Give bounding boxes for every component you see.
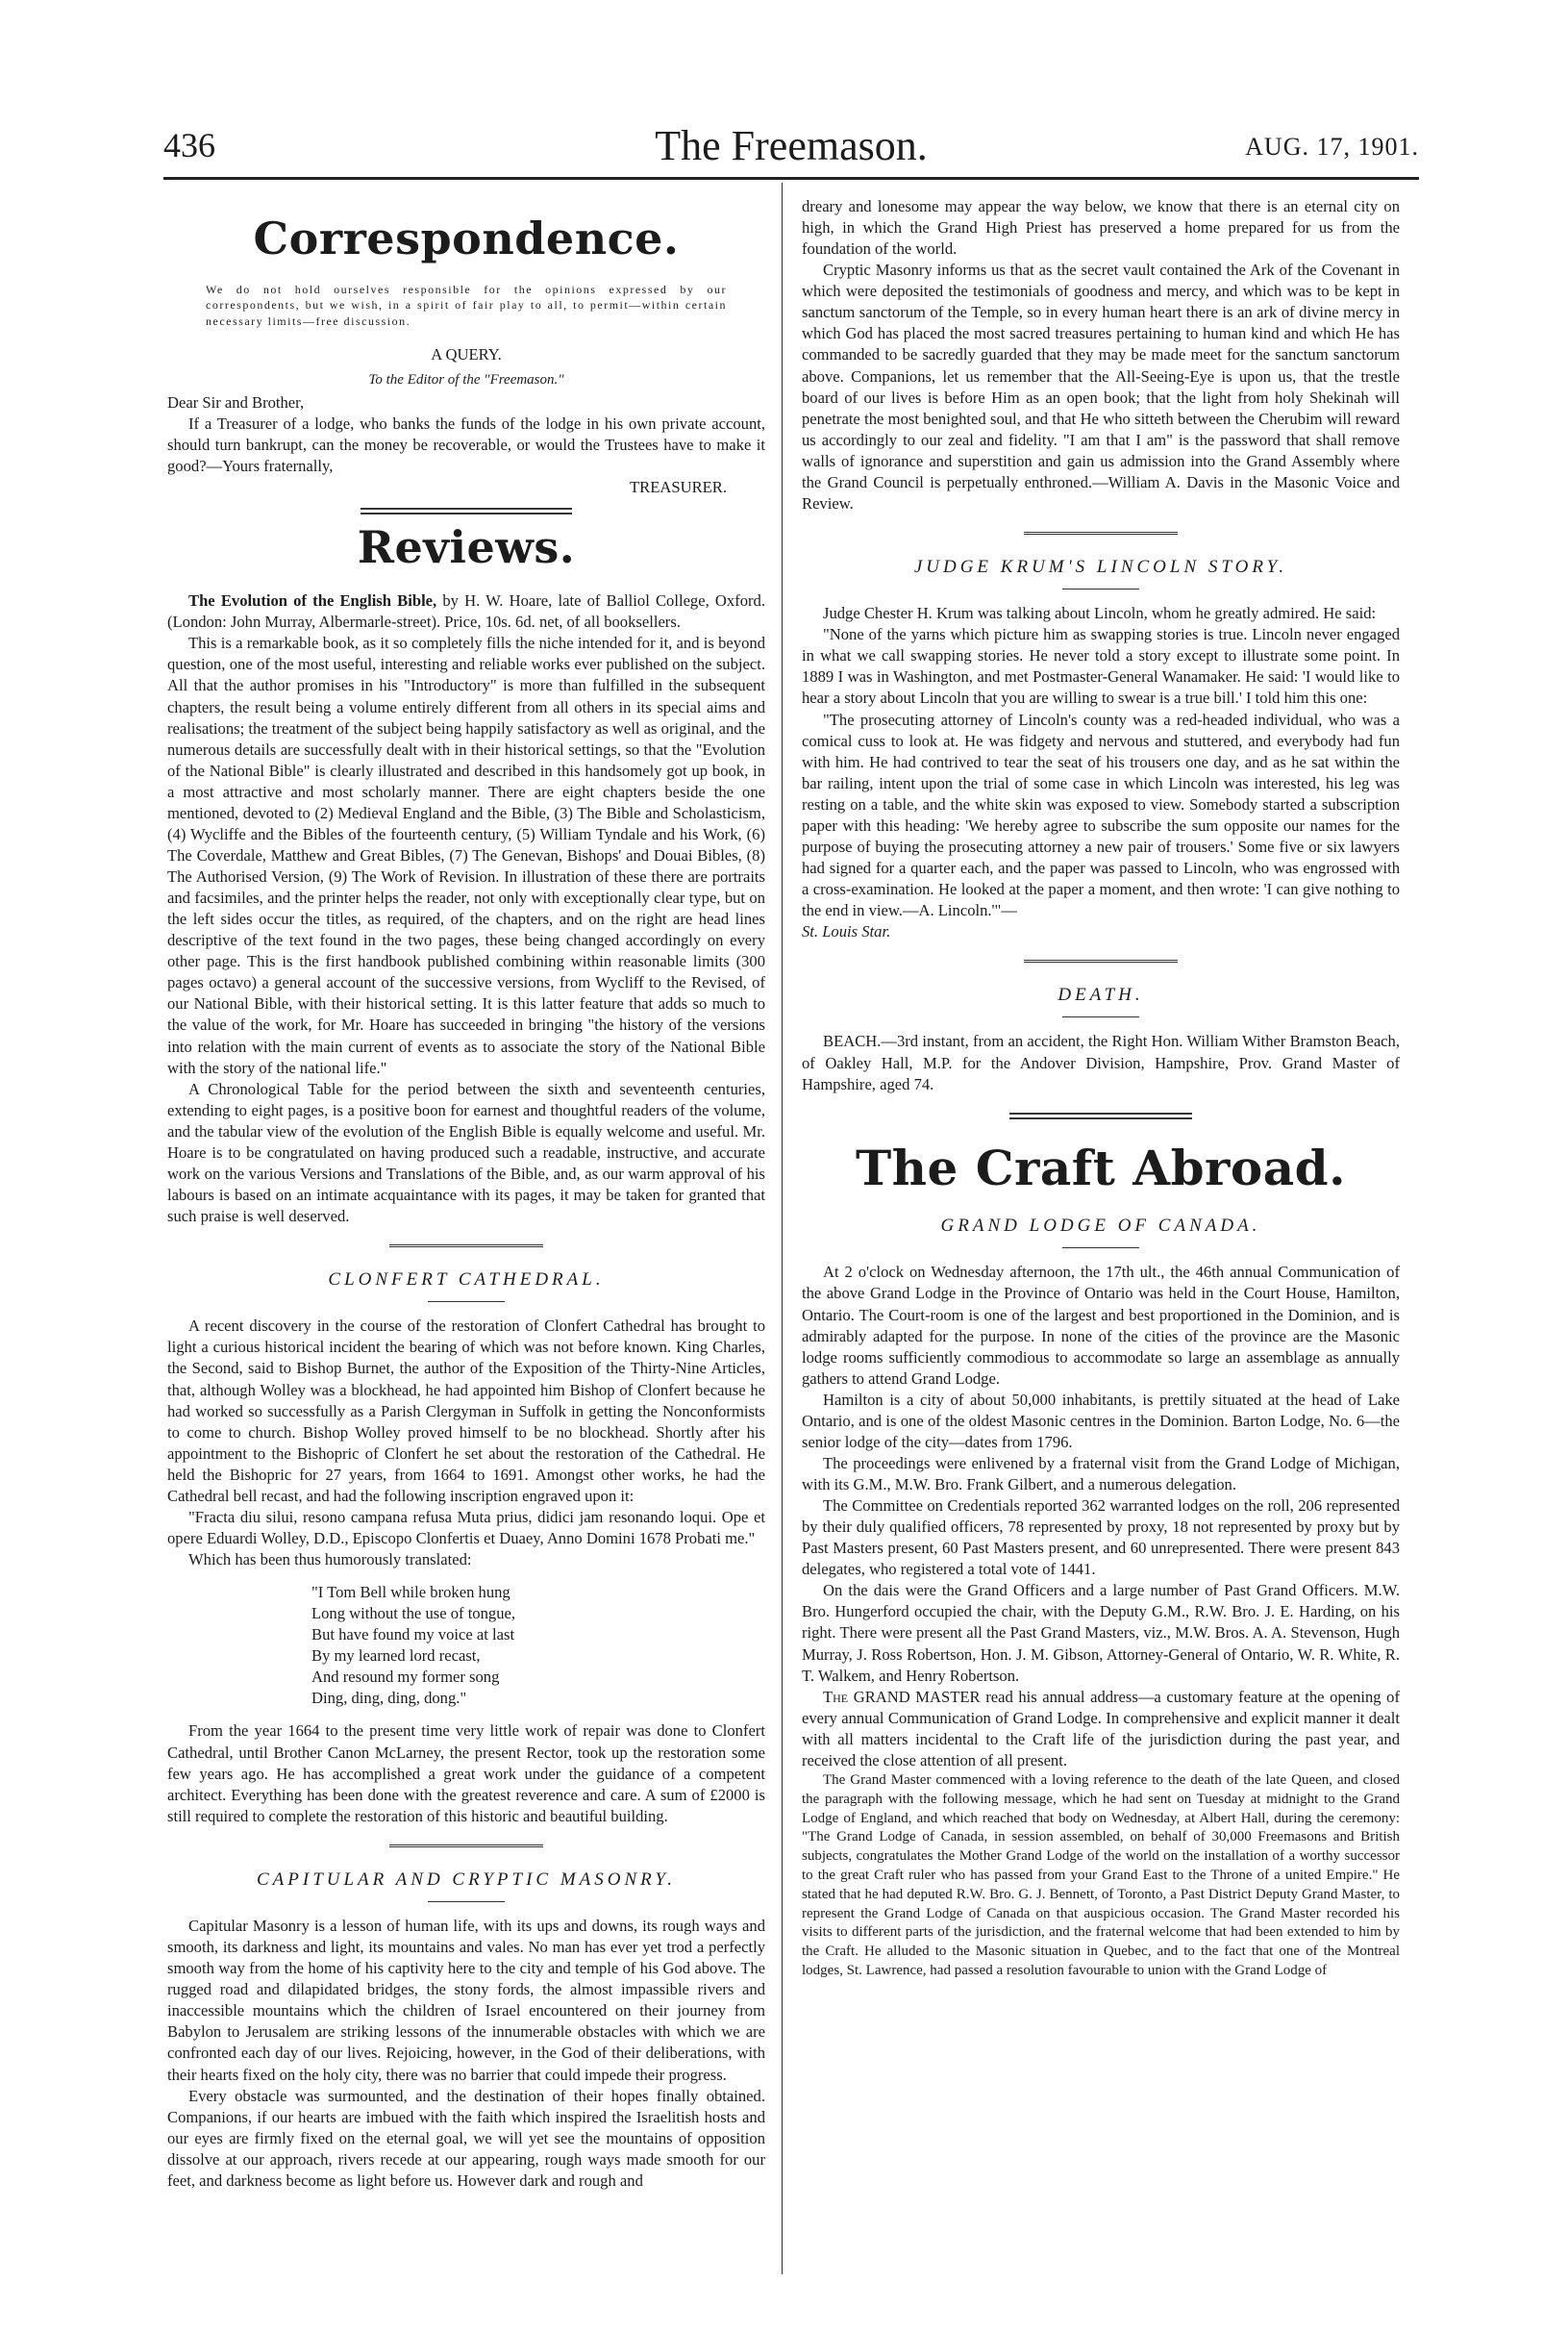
- section-divider: [1024, 532, 1178, 538]
- masthead: The Freemason.: [655, 122, 928, 169]
- section-divider: [361, 508, 572, 514]
- verse-line: And resound my former song: [311, 1668, 500, 1687]
- page-number: 436: [163, 126, 215, 164]
- grand-master-lead: The GRAND MASTER: [823, 1687, 981, 1706]
- death-body: —3rd instant, from an accident, the Right Hon. William Wither Bramston Beach, of Oakley Hall, M.P. for the Andover Division, Hampshire, Prov. Grand Master of Hampshire, aged 74.: [802, 1032, 1400, 1093]
- query-signature: TREASURER.: [630, 477, 727, 496]
- review-book-title: The Evolution of the English Bible,: [188, 591, 437, 611]
- capitular-cont-2: Cryptic Masonry informs us that as the secret vault contained the Ark of the Covenant in which were deposited the testimonials of goodness and mercy, and which was to be kept in sanctum sanctorum of the Temple, so in every human heart there is an ark of divine mercy in which God has placed the most sacred treasures pertaining to human kind and which He has commanded to be sacredly guarded that they may be made meet for the sanctum sanctorum above. Companions, let us remember that the All-Seeing-Eye is upon us, that the trestle board of our lives is before Him as an open book; that the light from holy Shekinah will penetrate the most benighted soul, and that He who sitteth between the Cherubim will reward us accordingly to our zeal and fidelity. "I am that I am" is the password that shall remove walls of ignorance and superstition and gain us admission into the Grand Assembly where the Grand Council is perpetually enthroned.—William A. Davis in the Masonic Voice and Review.: [802, 261, 1400, 513]
- verse-line: Long without the use of tongue,: [311, 1604, 515, 1623]
- krum-heading: JUDGE KRUM'S LINCOLN STORY.: [913, 556, 1288, 577]
- correspondence-heading: Correspondence.: [253, 213, 680, 264]
- clonfert-heading: CLONFERT CATHEDRAL.: [328, 1269, 605, 1291]
- krum-source: St. Louis Star.: [802, 922, 891, 941]
- issue-date: AUG. 17, 1901.: [1245, 133, 1419, 161]
- reviews-heading: Reviews.: [357, 521, 576, 574]
- krum-body-1: Judge Chester H. Krum was talking about Lincoln, whom he greatly admired. He said:: [823, 604, 1377, 623]
- section-divider: [1009, 1113, 1192, 1119]
- verse-line: By my learned lord recast,: [311, 1646, 481, 1666]
- heading-rule: [1062, 1016, 1139, 1017]
- header-rule: [163, 177, 1419, 180]
- heading-rule: [1062, 1247, 1139, 1248]
- review-body-2: A Chronological Table for the period between the sixth and seventeenth centuries, extending to eight pages, is a positive boon for earnest and thoughtful readers of the volume, and the tabular view of the evolution of the English Bible is equally welcome and useful. Mr. Hoare is to be congratulated on having produced such a readable, instructive, and accurate work on the various Versions and Translations of the Bible, and, as our warm approval of his labours is based on an intimate acquaintance with its pages, it may be taken for granted that such praise is well deserved.: [167, 1079, 765, 1226]
- clonfert-latin: "Fracta diu silui, resono campana refusa Muta prius, didici jam resonando loqui. Ope et opere Eduardi Wolley, D.D., Episcopo Clonfertis et Duaey, Anno Domini 1678 Probati me.": [167, 1507, 765, 1547]
- death-notice: [802, 1031, 1400, 1094]
- craft-heading: The Craft Abroad.: [855, 1139, 1347, 1196]
- craft-p6: [802, 1687, 1400, 1771]
- right-column: [802, 196, 1400, 1981]
- clonfert-body-1: A recent discovery in the course of the restoration of Clonfert Cathedral has brought to light a curious historical incident the bearing of which was not before known. King Charles, the Second, said to Bishop Burnet, the author of the Exposition of the Thirty-Nine Articles, that, although Wolley was a blockhead, he had appointed him Bishop of Clonfert because he had worked so successfully as a Parish Clergyman in Suffolk in getting the Nonconformists to come to church. Bishop Wolley proved himself to be no blockhead. Shortly after his appointment to the Bishopric of Clonfert he set about the restoration of the Cathedral. He held the Bishopric for 27 years, from 1664 to 1691. Amongst other works, he had the Cathedral bell recast, and had the following inscription engraved upon it:: [167, 1317, 765, 1505]
- section-divider: [1024, 960, 1178, 966]
- correspondence-disclaimer: We do not hold ourselves responsible for the opinions expressed by our correspondents, but we wish, in a spirit of fair play to all, to permit—within certain necessary limits—free discussion.: [206, 283, 727, 328]
- heading-rule: [428, 1901, 505, 1902]
- section-divider: [389, 1244, 543, 1250]
- left-column: [167, 196, 765, 2192]
- page-header: [163, 122, 1419, 175]
- column-rule: [782, 183, 783, 2274]
- query-addressee: To the Editor of the "Freemason.": [368, 371, 564, 388]
- craft-p3: The proceedings were enlivened by a fraternal visit from the Grand Lodge of Michigan, with its G.M., M.W. Bro. Frank Gilbert, and a numerous delegation.: [802, 1453, 1400, 1494]
- grand-lodge-heading: GRAND LODGE OF CANADA.: [940, 1216, 1261, 1237]
- query-body: If a Treasurer of a lodge, who banks the funds of the lodge in his own private account, should turn bankrupt, can the money be recoverable, or would the Trustees have to make it good?—Yours fraternally,: [167, 414, 765, 475]
- death-heading: DEATH.: [1058, 985, 1144, 1006]
- review-intro: [167, 590, 765, 633]
- verse-line: "I Tom Bell while broken hung: [311, 1583, 510, 1602]
- craft-p4: The Committee on Credentials reported 362 warranted lodges on the roll, 206 represented by their duly qualified officers, 78 represented by proxy, 18 not represented by proxy but by Past Masters present, 60 Past Masters present, and 60 unrepresented. There were present 843 delegates, who registered a total vote of 1441.: [802, 1496, 1400, 1579]
- clonfert-intro: Which has been thus humorously translated:: [188, 1550, 472, 1569]
- review-body-1: This is a remarkable book, as it so completely fills the niche intended for it, and is beyond question, one of the most useful, interesting and reliable works ever published on the subject. All that the author promises in his "Introductory" is more than fulfilled in the subsequent chapters, the result being a volume entirely different from all others in its special aims and realisations; the treatment of the subject being happily satisfactory as well as original, and the numerous details are successfully dealt with in their historical settings, so that the "Evolution of the National Bible" is clearly illustrated and described in this handsomely got up book, in a most attractive and most scholarly manner. There are eight chapters beside the one mentioned, devoted to (2) Medieval England and the Bible, (3) The Bible and Scholasticism, (4) Wycliffe and the Bibles of the fourteenth century, (5) William Tyndale and his Work, (6) The Coverdale, Matthew and Great Bibles, (7) The Genevan, Bishops' and Douai Bibles, (8) The Authorised Version, (9) The Work of Revision. In illustration of these there are portraits and facsimiles, and the printer helps the reader, not only with exceptionally clear type, but on the left sides occur the titles, as required, of the chapters, and on the right are head lines descriptive of the text found in the two pages, these being changed accordingly on every other page. This is the first handbook published combining within reasonable limits (300 pages octavo) a general account of the successive versions, from Wycliff to the Revised, of our National Bible, with their historical setting. It is this latter feature that adds so much to the value of the work, for Mr. Hoare has succeeded in bringing "the history of the versions into relation with the main current of events as to associate the story of the National Bible with the story of the national life.": [167, 634, 765, 1077]
- review-book-credit: by H. W. Hoare, late of Balliol College, Oxford. (London: John Murray, Albermarle-street). Price, 10s. 6d. net, of all booksellers.: [167, 591, 765, 632]
- krum-body-2: "None of the yarns which picture him as swapping stories is true. Lincoln never engaged in what we call swapping stories. He never told a story except to illustrate some point. In 1889 I was in Washington, and met Postmaster-General Wanamaker. He said: 'I would like to hear a story about Lincoln that you are willing to swear is a true bill.' I told him this one:: [802, 625, 1400, 708]
- craft-p2: Hamilton is a city of about 50,000 inhabitants, is prettily situated at the head of Lake Ontario, and is one of the oldest Masonic centres in the Dominion. Barton Lodge, No. 6—the senior lodge of the city—dates from 1796.: [802, 1390, 1400, 1451]
- query-salutation: Dear Sir and Brother,: [167, 392, 305, 412]
- heading-rule: [1062, 589, 1139, 590]
- capitular-body-1: Capitular Masonry is a lesson of human life, with its ups and downs, its rough ways and smooth, its darkness and light, its mountains and vales. No man has ever yet trod a perfectly smooth way from the home of his captivity here to the city and temple of his God above. The rugged road and dilapidated bridges, the stony fords, the almost impassible rivers and inaccessible mountains which the children of Israel encountered on their journey from Babylon to Jerusalem are striking lessons of the innumerable obstacles with which we are confronted each day of our lives. Rejoicing, however, in the God of their deliberations, with their hearts fixed on the holy city, there was no barrier that could impede their progress.: [167, 1917, 765, 2084]
- craft-p5: On the dais were the Grand Officers and a large number of Past Grand Officers. M.W. Bro. Hungerford occupied the chair, with the Deputy G.M., R.W. Bro. J. E. Harding, on his right. There were present all the Past Grand Masters, viz., M.W. Bros. A. A. Stevenson, Hugh Murray, J. Ross Robertson, Hon. J. M. Gibson, Attorney-General of Ontario, W. R. White, R. T. Walkem, and Henry Robertson.: [802, 1581, 1400, 1685]
- section-divider: [389, 1844, 543, 1850]
- craft-p7: The Grand Master commenced with a loving reference to the death of the late Queen, and closed the paragraph with the following message, which he had sent on Tuesday at midnight to the Grand Lodge of England, and which reached that body on Wednesday, at Albert Hall, during the ceremony: "The Grand Lodge of Canada, in session assembled, on behalf of 30,000 Freemasons and British subjects, congratulates the Mother Grand Lodge of the world on the installation of a worthy successor to the great Craft ruler who has passed from your Grand East to the Throne of a united Empire." He stated that he had deputed R.W. Bro. G. J. Bennett, of Toronto, a Past District Deputy Grand Master, to represent the Grand Lodge of Canada on that auspicious occasion. The Grand Master recorded his visits to different parts of the jurisdiction, and the fraternal welcome that had been extended to him by the Craft. He alluded to the Masonic situation in Quebec, and to the fact that one of the Montreal lodges, St. Lawrence, had passed a resolution favourable to union with the Grand Lodge of: [802, 1771, 1400, 1978]
- capitular-cont-1: dreary and lonesome may appear the way below, we know that there is an eternal city on high, in which the Grand High Priest has preserved a home prepared for us from the foundation of the world.: [802, 197, 1400, 259]
- krum-body-3: "The prosecuting attorney of Lincoln's county was a red-headed individual, who was a comical cuss to look at. He was fidgety and nervous and stuttered, and everybody had fun with him. He had contrived to tear the seat of his trousers one day, and as he sat within the bar railing, intent upon the trial of some case in which Lincoln was interested, his leg was resting on a table, and the white skin was exposed to view. Somebody started a subscription paper with this heading: 'We hereby agree to subscribe the sum opposite our names for the purpose of buying the prosecuting attorney a new pair of trousers.' Some five or six lawyers had signed for a quarter each, and the paper was passed to Lincoln, who was engrossed with a cross-examination. He looked at the paper a moment, and then wrote: 'I can give nothing to the end in view.—A. Lincoln.'"—: [802, 710, 1400, 920]
- verse-line: Ding, ding, ding, dong.": [311, 1689, 467, 1708]
- query-title: A QUERY.: [431, 344, 502, 364]
- heading-rule: [428, 1301, 505, 1302]
- verse-line: But have found my voice at last: [311, 1625, 515, 1644]
- craft-p1: At 2 o'clock on Wednesday afternoon, the 17th ult., the 46th annual Communication of the above Grand Lodge in the Province of Ontario was held in the Court House, Hamilton, Ontario. The Court-room is one of the largest and best proportioned in the Dominion, and is admirably adapted for the purpose. In none of the cities of the province are the Masonic lodge rooms sufficiently commodious to accommodate so large an assemblage as annually gathers to attend Grand Lodge.: [802, 1263, 1400, 1388]
- death-name: BEACH.: [823, 1032, 882, 1051]
- craft-p6-text: read his annual address—a customary feature at the opening of every annual Communication of Grand Lodge. In comprehensive and explicit manner it dealt with all matters incidental to the Craft life of the jurisdiction during the past year, and received the close attention of all present.: [802, 1687, 1400, 1769]
- clonfert-body-2: From the year 1664 to the present time very little work of repair was done to Clonfert Cathedral, until Brother Canon McLarney, the present Rector, took up the restoration some few years ago. He has accomplished a great work under the guidance of a competent architect. Everything has been done with the greatest reverence and care. A sum of £2000 is still required to complete the restoration of this historic and beautiful building.: [167, 1721, 765, 1825]
- capitular-heading: CAPITULAR AND CRYPTIC MASONRY.: [256, 1869, 677, 1890]
- bell-verse: [311, 1582, 765, 1709]
- capitular-body-2: Every obstacle was surmounted, and the destination of their hopes finally obtained. Companions, if our hearts are imbued with the faith which inspired the Israelitish hosts and our eyes are firmly fixed on the eternal goal, we will yet see the mountains of opposition dissolve at our approach, rivers recede at our appearing, rough ways made smooth for our feet, and darkness become as light before us. However dark and rough and: [167, 2086, 765, 2190]
